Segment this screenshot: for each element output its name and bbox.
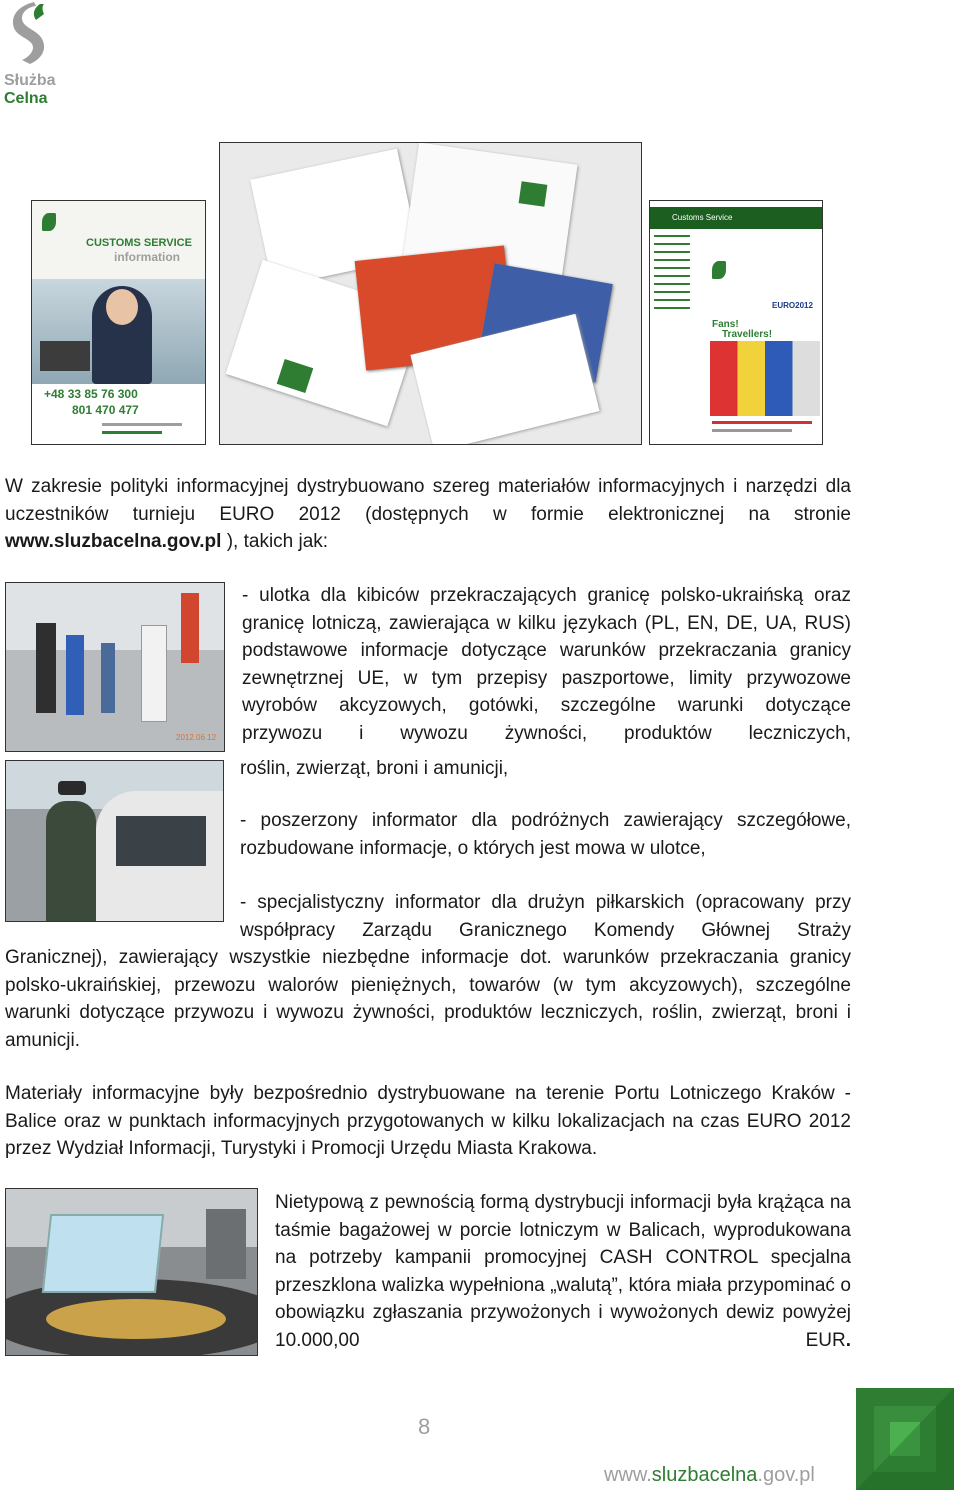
logo-word-celna: Celna — [4, 90, 48, 107]
materials-text: Materiały informacyjne były bezpośrednio dystrybuowane na terenie Portu Lotniczego Kraków - Balice oraz w punktach informacyjnych przygotowanych w kilku lokalizacjach na czas EURO 2012 przez Wydział Informacji, Turystyki i Promocji Urzędu Miasta Krakowa. — [5, 1083, 851, 1159]
suitcase-text-end: . — [845, 1329, 851, 1351]
suitcase-paragraph — [275, 1189, 851, 1354]
footer-url-domain: sluzbacelna — [651, 1464, 758, 1486]
intro-text-end: ), takich jak: — [221, 531, 329, 552]
bullet-football-guide — [240, 889, 851, 944]
bullet-leaflet-tail: roślin, zwierząt, broni i amunicji, — [240, 758, 509, 779]
footer-green-squares-decoration — [856, 1388, 954, 1490]
airport-border-control-photo — [5, 582, 225, 752]
bullet-extended-guide — [240, 807, 851, 862]
footer-url-www: www. — [604, 1464, 652, 1486]
bullet-extended-guide-text: - poszerzony informator dla podróżnych zawierający szczegółowe, rozbudowane informacje, o których jest mowa w ulotce, — [240, 810, 851, 859]
poster-phone-1: +48 33 85 76 300 — [44, 387, 138, 401]
website-header: Customs Service — [650, 207, 822, 229]
sluzba-celna-logo — [2, 0, 72, 110]
photo-date-stamp: 2012.06.12 — [176, 733, 217, 742]
suitcase-baggage-belt-photo — [5, 1188, 258, 1356]
car-border-check-photo — [5, 760, 224, 922]
logo-word-sluzba: Służba — [4, 72, 56, 89]
customs-service-poster-image — [31, 200, 206, 445]
footer-url-tld: .gov.pl — [757, 1464, 815, 1486]
website-travellers: Travellers! — [722, 329, 773, 340]
page-number: 8 — [418, 1414, 431, 1439]
suitcase-text: Nietypową z pewnością formą dystrybucji informacji była krążąca na taśmie bagażowej w porcie lotniczym w Balicach, wyprodukowana na potrzeby kampanii promocyjnej CASH CONTROL specjalna przeszklona walizka wypełniona „walutą”, która miała przypominać o obowiązku zgłaszania przywożonych i wywożonych dewiz powyżej 10.000,00 EUR — [275, 1192, 851, 1351]
poster-title-1: CUSTOMS SERVICE — [86, 237, 192, 249]
customs-website-image — [649, 200, 823, 445]
bullet-football-guide-text-2: Granicznej), zawierający wszystkie niezbędne informacje dot. warunków przekraczania granicy polsko-ukraińskiej, przewozu walorów pieniężnych, towarów (w tym akcyzowych), szczególne warunki dotyczące przywozu i wywozu żywności, produktów leczniczych, roślin, zwierząt, broni i amunicji. — [5, 947, 851, 1051]
footer-url[interactable] — [604, 1464, 815, 1487]
intro-text: W zakresie polityki informacyjnej dystrybuowano szereg materiałów informacyjnych i narzędzi dla uczestników turnieju EURO 2012 (dostępnych w formie elektronicznej na stronie — [5, 476, 851, 525]
intro-paragraph — [5, 473, 851, 556]
logo-symbol-icon — [4, 0, 52, 66]
bullet-leaflet-text: - ulotka dla kibiców przekraczających granicę polsko-ukraińską oraz granicę lotniczą, zawierająca w kilku językach (PL, EN, DE, UA, RUS) podstawowe informacje dotyczące warunków przekraczania granicy zewnętrznej UE, w tym przepisy paszportowe, limity przywozowe wyrobów akcyzowych, gotówki, szczególne warunki dotyczące przywozu i wywozu żywności, produktów leczniczych, — [242, 585, 851, 744]
materials-paragraph — [5, 1080, 851, 1163]
website-link[interactable]: www.sluzbacelna.gov.pl — [5, 531, 222, 552]
bullet-leaflet — [242, 582, 851, 747]
website-fans: Fans! — [712, 319, 739, 330]
poster-title-2: information — [114, 250, 180, 264]
website-euro-logo: EURO2012 — [772, 301, 813, 310]
poster-phone-2: 801 470 477 — [72, 403, 139, 417]
bullet-football-guide-text: - specjalistyczny informator dla drużyn piłkarskich (opracowany przy współpracy Zarządu Granicznego Komendy Głównej Straży — [240, 892, 851, 941]
bullet-football-guide-continuation — [5, 944, 851, 1054]
leaflets-pile-image — [219, 142, 642, 445]
